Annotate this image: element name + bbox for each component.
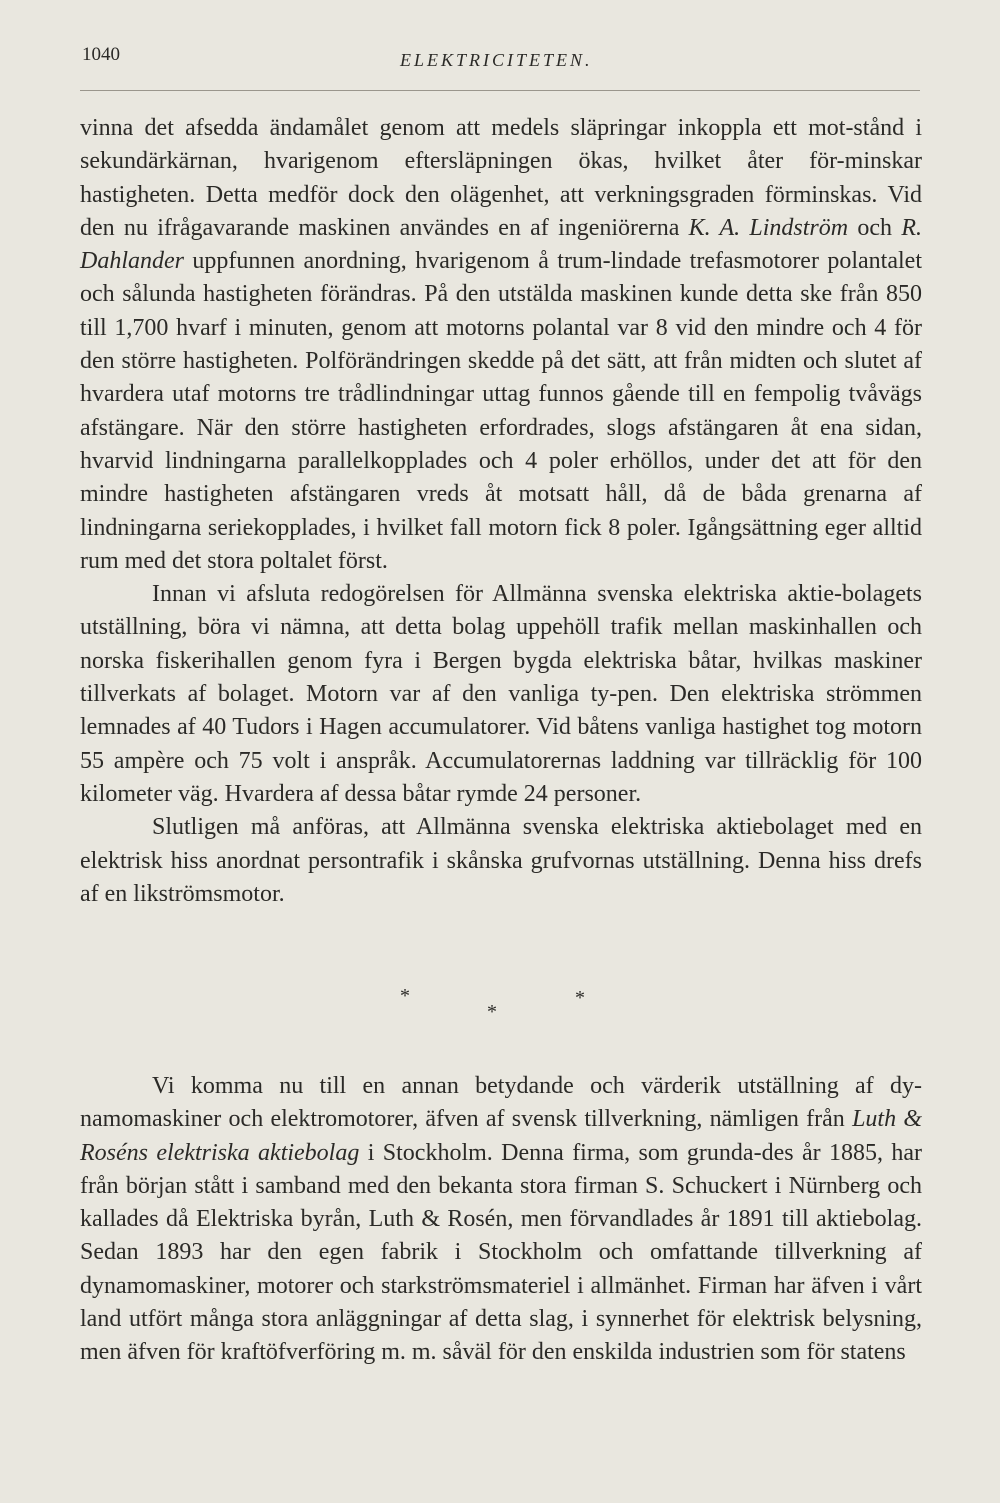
separator-star: * <box>400 985 410 1007</box>
text-block-lower <box>80 1070 922 1370</box>
text-run: uppfunnen anordning, hvarigenom å trum-lindade trefasmotorer polantalet och sålunda hastigheten förändras. På den utstälda maskinen kunde detta ske från 850 till 1,700 hvarf i minuten, genom att motorns polantal var 8 vid den mindre och 4 för den större hastigheten. Polförändringen skedde på det sätt, att från midten och slutet af hvardera utaf motorns tre trådlindningar uttag funnos gående till en fempolig tvåvägs afstängare. När den större hastigheten erfordrades, slogs afstängaren åt ena sidan, hvarvid lindningarna parallelkopplades och 4 poler erhöllos, under det att för den mindre hastigheten afstängaren vreds åt motsatt håll, då de båda grenarna af lindningarna seriekopplades, i hvilket fall motorn fick 8 poler. Igångsättning eger alltid rum med det stora poltalet först. <box>80 248 922 574</box>
text-run: Innan vi afsluta redogörelsen för Allmänna svenska elektriska aktie-bolagets utställning, böra vi nämna, att detta bolag uppehöll trafik mellan maskinhallen och norska fiskerihallen genom fyra i Bergen bygda elektriska båtar, hvilkas maskiner tillverkats af bolaget. Motorn var af den vanliga ty-pen. Den elektriska strömmen lemnades af 40 Tudors i Hagen accumulatorer. Vid båtens vanliga hastighet tog motorn 55 ampère och 75 volt i anspråk. Accumulatorernas laddning var tillräcklig för 100 kilometer väg. Hvardera af dessa båtar rymde 24 personer. <box>80 581 922 807</box>
page-header <box>0 0 1000 100</box>
separator-star: * <box>575 987 585 1009</box>
text-run: i Stockholm. Denna firma, som grunda-des år 1885, har från början stått i samband med den bekanta stora firman S. Schuckert i Nürnberg och kallades då Elektriska byrån, Luth & Rosén, men förvandlades år 1891 till aktiebolag. Sedan 1893 har den egen fabrik i Stockholm och omfattande tillverkning af dynamomaskiner, motorer och starkströmsmateriel i allmänhet. Firman har äfven i vårt land utfört många stora anläggningar af detta slag, i synnerhet för elektrisk belysning, men äfven för kraftöfverföring m. m. såväl för den enskilda industrien som för statens <box>80 1139 922 1366</box>
page-number: 1040 <box>82 44 120 65</box>
text-run: Vi komma nu till en annan betydande och värderik utställning af dy-namomaskiner och elektromotorer, äfven af svensk tillverkning, nämligen från <box>80 1073 922 1133</box>
running-title: ELEKTRICITETEN. <box>400 50 593 70</box>
italic-text: R. Dahlander <box>80 214 922 275</box>
text-run: och <box>848 214 902 241</box>
header-rule <box>80 90 920 91</box>
paragraph <box>80 112 922 578</box>
paragraph <box>80 578 922 811</box>
paragraph <box>80 1070 922 1370</box>
text-run: Slutligen må anföras, att Allmänna svenska elektriska aktiebolaget med en elektrisk hiss anordnat persontrafik i skånska grufvornas utställning. Denna hiss drefs af en likströmsmotor. <box>80 814 922 907</box>
paragraph <box>80 811 922 911</box>
separator-star: * <box>487 1001 497 1023</box>
text-run: vinna det afsedda ändamålet genom att medels släpringar inkoppla ett mot-stånd i sekundärkärnan, hvarigenom eftersläpningen ökas, hvilket åter för-minskar hastigheten. Detta medför dock den olägenhet, att verkningsgraden förminskas. Vid den nu ifrågavarande maskinen användes en af ingeniörerna <box>80 115 922 241</box>
section-separator <box>0 985 1000 1025</box>
text-block-upper <box>80 112 922 911</box>
italic-text: K. A. Lindström <box>688 214 849 241</box>
italic-text: Luth & Roséns elektriska aktiebolag <box>80 1106 922 1166</box>
